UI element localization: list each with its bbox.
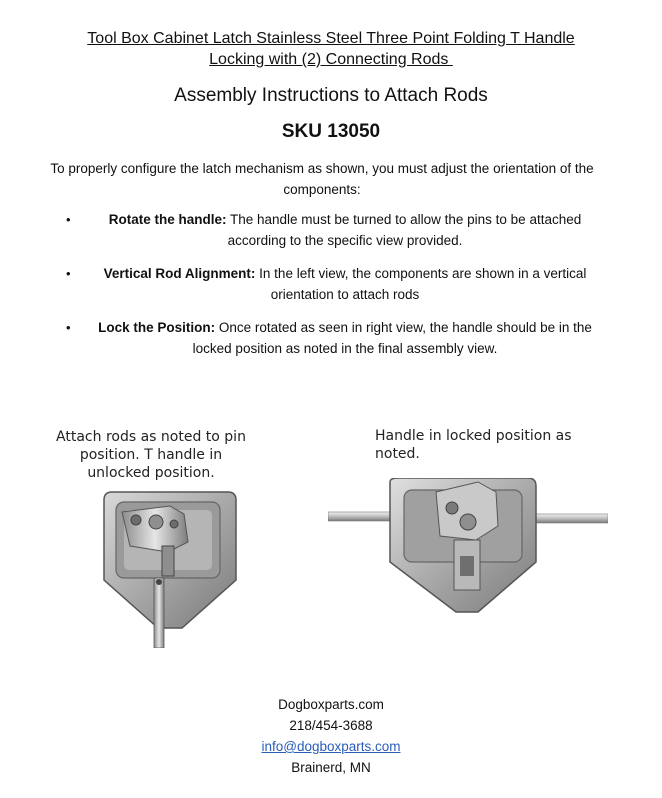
title-line-2: Locking with (2) Connecting Rods [209,51,453,68]
bullet-dot: • [66,266,71,281]
list-item [0,209,662,263]
latch-unlocked-photo [100,488,240,648]
email-link[interactable]: info@dogboxparts.com [261,739,401,754]
latch-locked-photo [328,478,608,614]
location-text: Brainerd, MN [291,760,371,775]
sku-label: SKU 13050 [281,121,381,142]
list-item [0,317,662,371]
intro-paragraph: To properly configure the latch mechanism as shown, you must adjust the orientation of the components: [50,161,594,197]
bullet-label: Lock the Position: [98,320,216,335]
right-photo-caption: Handle in locked position as noted. [375,428,572,462]
instruction-list [0,209,662,371]
bullet-text: In the left view, the components are shown in a vertical orientation to attach rods [255,266,587,302]
phone-text: 218/454-3688 [289,718,373,733]
bullet-label: Vertical Rod Alignment: [103,266,256,281]
title-line-1: Tool Box Cabinet Latch Stainless Steel Three Point Folding T Handle [87,30,575,47]
document-title [0,28,662,70]
bullet-label: Rotate the handle: [108,212,227,227]
list-item [0,263,662,317]
subtitle: Assembly Instructions to Attach Rods [174,85,488,106]
bullet-dot: • [66,212,71,227]
bullet-dot: • [66,320,71,335]
bullet-text: The handle must be turned to allow the pins to be attached according to the specific view provided. [226,212,582,248]
contact-footer [0,694,662,778]
website-text: Dogboxparts.com [278,697,384,712]
left-photo-caption: Attach rods as noted to pin position. T handle in unlocked position. [56,429,246,481]
bullet-text: Once rotated as seen in right view, the handle should be in the locked position as noted in the final assembly view. [192,320,592,356]
